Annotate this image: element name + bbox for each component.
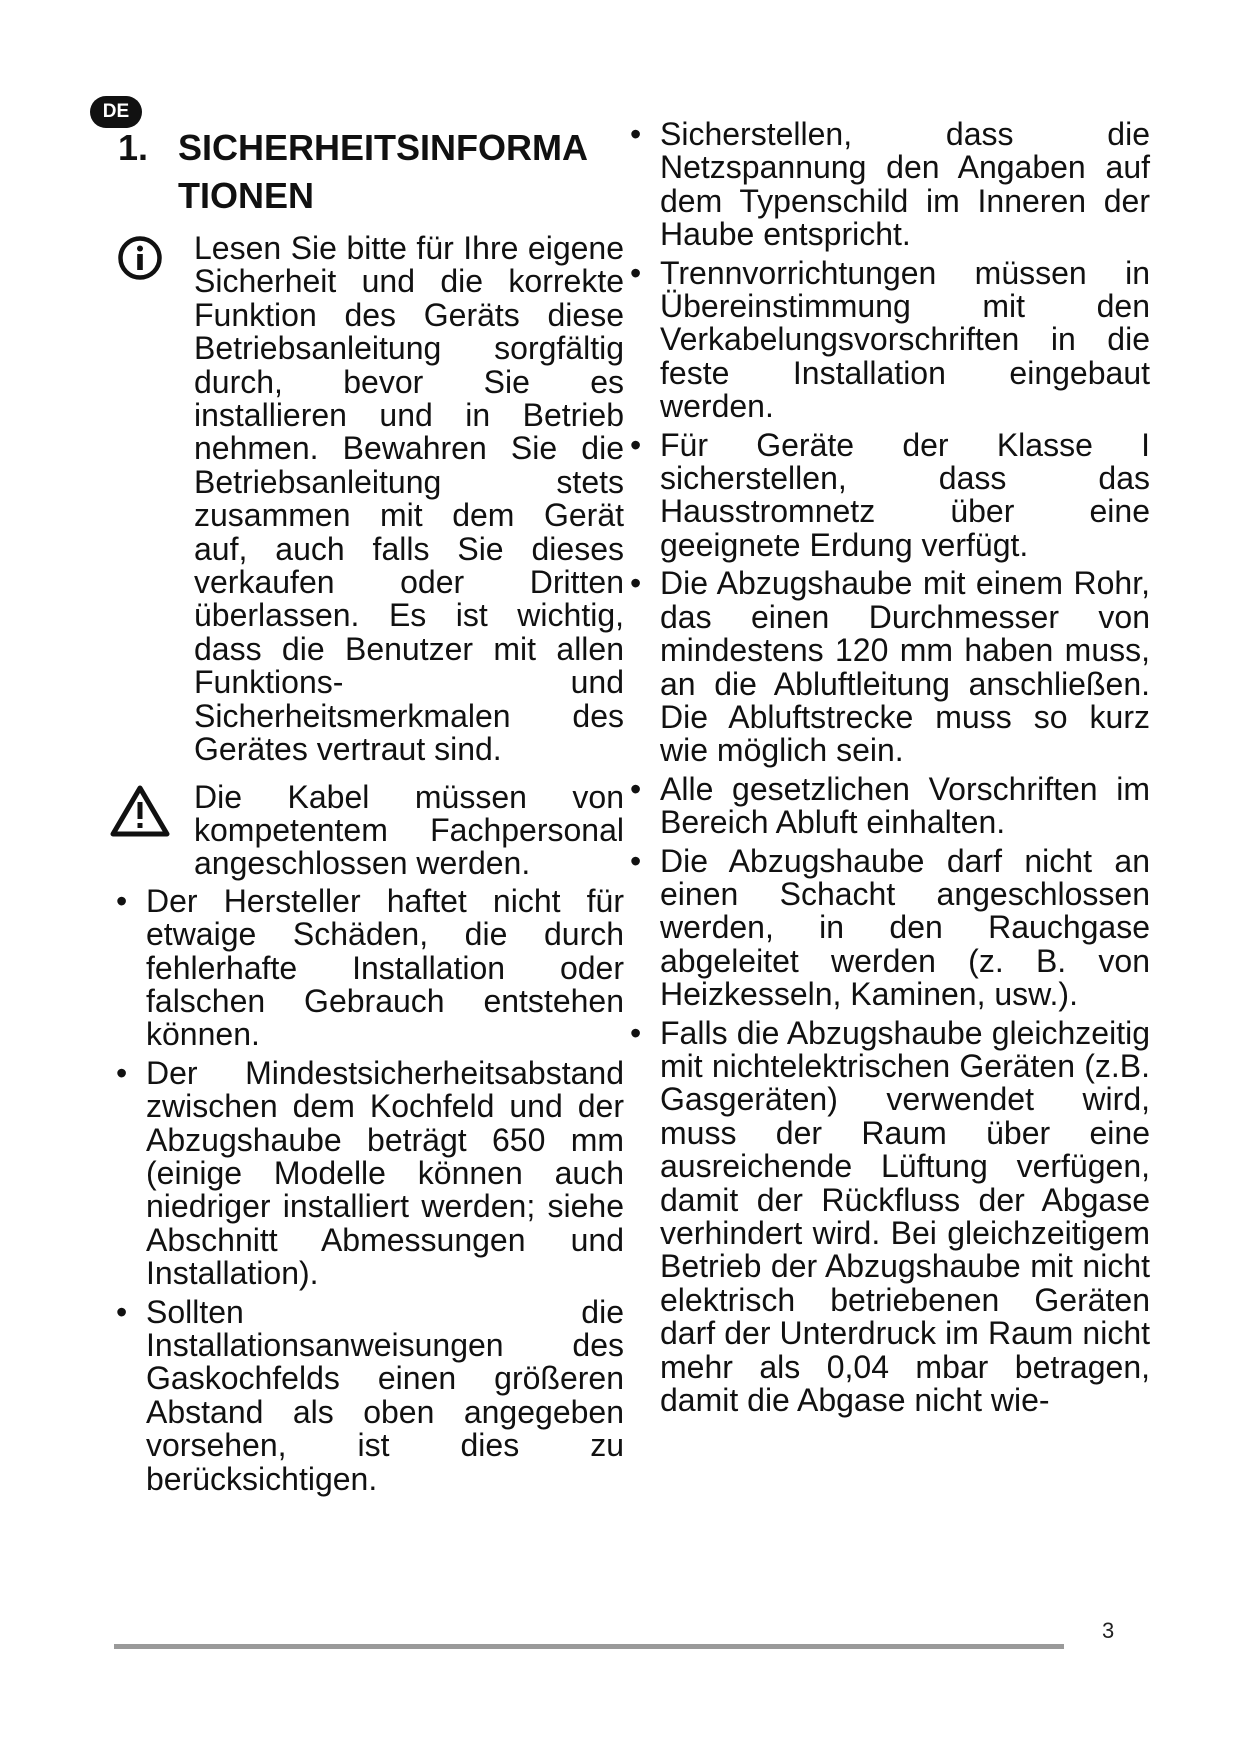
section-title-line2: TIONEN [178,175,315,216]
list-item: • Trennvorrichtungen müssen in Übereinstimmung mit den Verkabelungsvorschriften in die feste Installation eingebaut werden. [630,257,1150,424]
list-item: • Sicherstellen, dass die Netzspannung den Angaben auf dem Typenschild im Inneren der Haube entspricht. [630,118,1150,252]
language-badge: DE [90,96,142,128]
info-text: Lesen Sie bitte für Ihre eigene Sicherheit und die korrekte Funktion des Geräts diese Betriebsanleitung sorgfältig durch, bevor Sie es installieren und in Betrieb nehmen. Bewahren Sie die Betriebsanleitung stets zusammen mit dem Gerät auf, auch falls Sie dieses verkaufen oder Dritten überlassen. Es ist wichtig, dass die Benutzer mit allen Funktions- und Sicherheitsmerkmalen des Gerätes vertraut sind. [194,230,624,768]
info-circle-icon [116,234,164,288]
info-note [116,232,624,767]
right-bullet-list [630,118,1150,1417]
page-number: 3 [1102,1618,1115,1643]
list-item: • Falls die Abzugshaube gleichzeitig mit nichtelektrischen Geräten (z.B. Gasgeräten) verwendet wird, muss der Raum über eine ausreichende Lüftung verfügen, damit der Rückfluss der Abgase verhindert wird. Bei gleichzeitigem Betrieb der Abzugshaube mit nicht elektrisch betriebenen Geräten darf der Unterdruck im Raum nicht mehr als 0,04 mbar betragen, damit die Abgase nicht wie- [630,1017,1150,1418]
right-column [630,118,1150,1422]
section-number: 1. [118,127,149,168]
list-item: • Die Abzugshaube mit einem Rohr, das einen Durchmesser von mindestens 120 mm haben muss, an die Abluftleitung anschließen. Die Abluftstrecke muss so kurz wie möglich sein. [630,567,1150,767]
list-item: • Der Hersteller haftet nicht für etwaige Schäden, die durch fehlerhafte Installation oder falschen Gebrauch entstehen können. [116,885,624,1052]
left-bullet-list [116,882,624,1497]
warning-note [116,778,624,882]
warning-triangle-icon [110,785,170,843]
list-item: • Der Mindestsicherheitsabstand zwischen dem Kochfeld und der Abzugshaube beträgt 650 mm (einige Modelle können auch niedriger installiert werden; siehe Abschnitt Abmessungen und Installation). [116,1057,624,1291]
list-item: • Sollten die Installationsanweisungen des Gaskochfelds einen größeren Abstand als oben angegeben vorsehen, ist dies zu berücksichtigen. [116,1296,624,1496]
list-item: • Die Abzugshaube darf nicht an einen Schacht angeschlossen werden, in den Rauchgase abgeleitet werden (z. B. von Heizkesseln, Kaminen, usw.). [630,845,1150,1012]
list-item: • Für Geräte der Klasse I sicherstellen, dass das Hausstromnetz über eine geeignete Erdung verfügt. [630,429,1150,563]
footer-divider [114,1644,1064,1649]
list-item: • Alle gesetzlichen Vorschriften im Bereich Abluft einhalten. [630,773,1150,840]
section-title-line1: SICHERHEITSINFORMA [178,127,589,168]
left-column [116,232,624,1501]
section-heading [118,124,638,220]
warning-text: Die Kabel müssen von kompetentem Fachpersonal angeschlossen werden. [194,778,624,882]
